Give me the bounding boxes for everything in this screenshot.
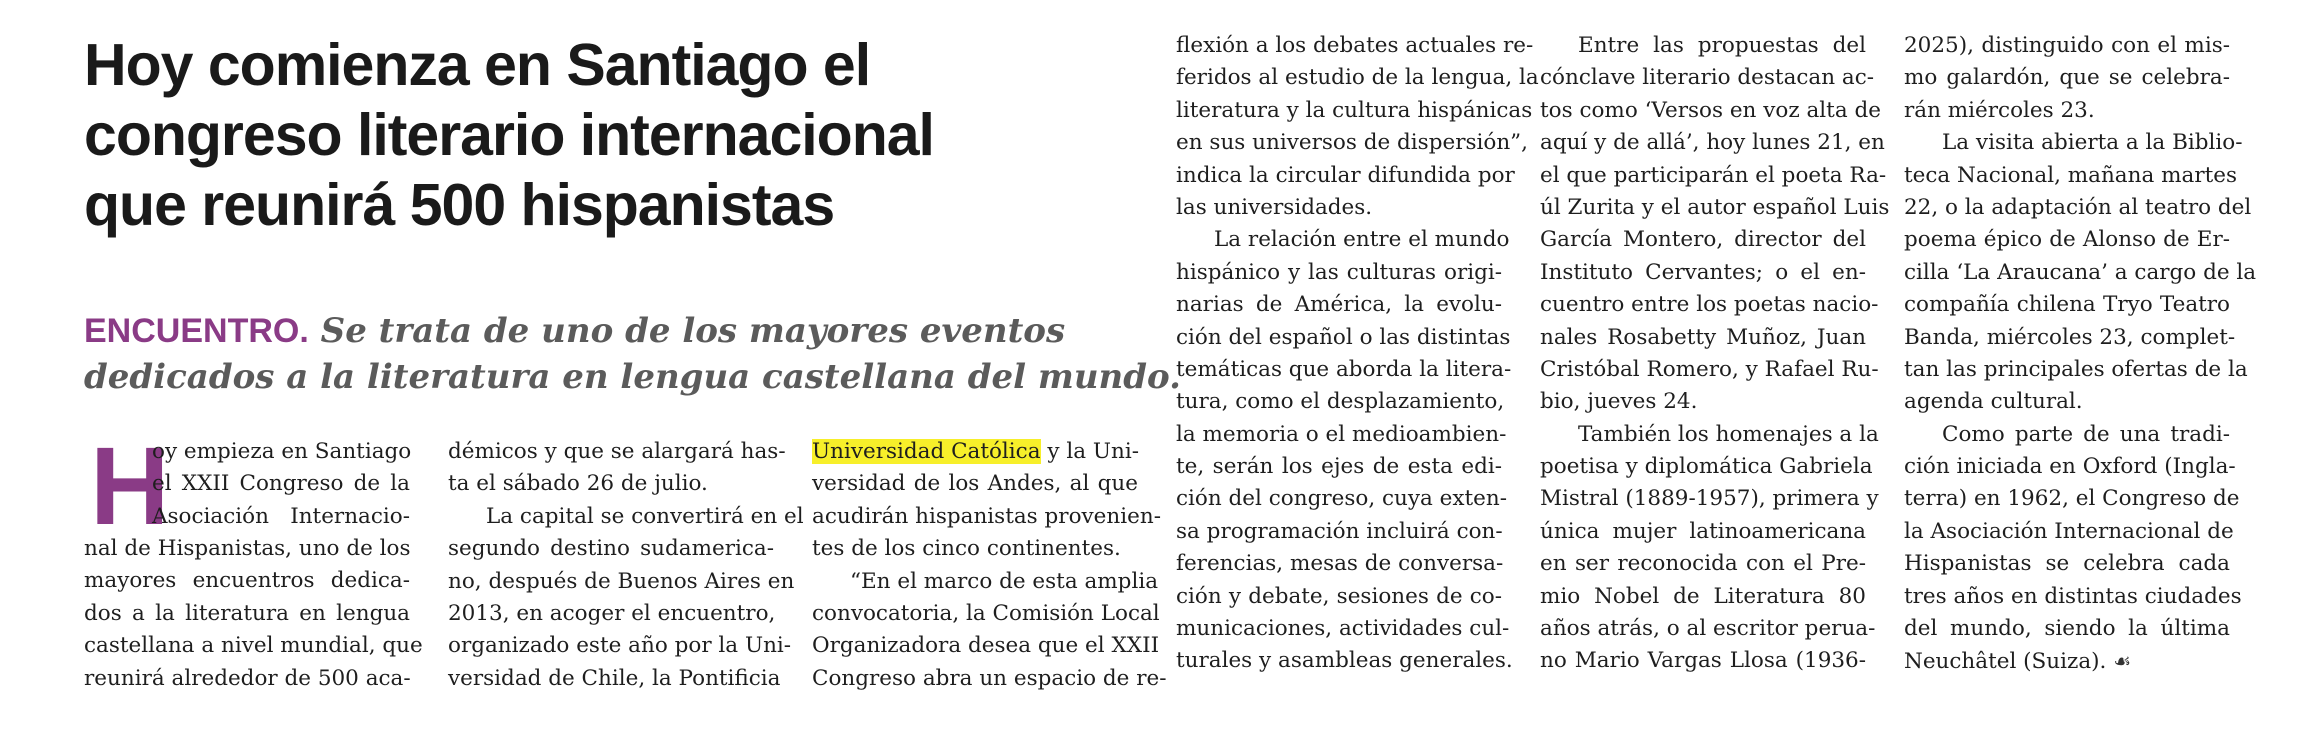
- article-line: aquí y de allá’, hoy lunes 21, en: [1540, 130, 1885, 156]
- article-line: teca Nacional, mañana martes: [1904, 162, 2238, 188]
- article-line: la memoria o el medioambien-: [1176, 421, 1507, 447]
- article-line: años atrás, o al escritor perua-: [1540, 616, 1876, 642]
- article-line: temáticas que aborda la litera-: [1176, 356, 1512, 382]
- article-line: en ser reconocida con el Pre-: [1540, 551, 1866, 577]
- article-line: ción del congreso, cuya exten-: [1176, 486, 1507, 512]
- article-line: ción y debate, sesiones de co-: [1176, 583, 1502, 609]
- article-column-4: [1176, 30, 1539, 678]
- article-line: castellana a nivel mundial, que: [84, 633, 423, 659]
- article-line: literatura y la cultura hispánicas: [1176, 97, 1533, 123]
- article-column-1: [152, 436, 410, 533]
- article-line: la Asociación Internacional de: [1904, 518, 2234, 544]
- article-line-rest: y la Uni-: [1040, 439, 1139, 464]
- article-line: ta el sábado 26 de julio.: [448, 471, 708, 497]
- article-line: el XXII Congreso de la: [152, 471, 410, 497]
- article-line: rán miércoles 23.: [1904, 97, 2095, 123]
- article-line: narias de América, la evolu-: [1176, 292, 1502, 318]
- article-line: mayores encuentros dedica-: [84, 568, 410, 594]
- article-line: feridos al estudio de la lengua, la: [1176, 65, 1539, 91]
- article-column-5: [1540, 30, 1890, 678]
- headline: [84, 30, 1164, 240]
- deck-kicker: ENCUENTRO.: [84, 312, 309, 350]
- article-line: dos a la literatura en lengua: [84, 600, 410, 626]
- drop-cap: H: [90, 425, 170, 548]
- headline-line-1: Hoy comienza en Santiago el: [84, 32, 871, 98]
- article-line: tos como ‘Versos en voz alta de: [1540, 97, 1881, 123]
- article-line: tres años en distintas ciudades: [1904, 583, 2242, 609]
- article-line: no Mario Vargas Llosa (1936-: [1540, 648, 1866, 674]
- article-column-6: [1904, 30, 2257, 678]
- article-line: cuentro entre los poetas nacio-: [1540, 292, 1879, 318]
- article-line: démicos y que se alargará has-: [448, 439, 786, 464]
- article-line: Congreso abra un espacio de re-: [812, 665, 1167, 691]
- article-line: Asociación Internacio-: [152, 503, 410, 529]
- article-line: el que participarán el poeta Ra-: [1540, 162, 1887, 188]
- article-line: ción del español o las distintas: [1176, 324, 1511, 350]
- deck-text-1: Se trata de uno de los mayores eventos: [320, 311, 1066, 351]
- article-line: sa programación incluirá con-: [1176, 518, 1503, 544]
- article-line: [1904, 645, 2230, 677]
- headline-line-3: que reunirá 500 hispanistas: [84, 172, 835, 238]
- article-column-3: [812, 436, 1167, 695]
- article-line: Entre las propuestas del: [1578, 33, 1866, 58]
- article-line: La capital se convertirá en el: [486, 503, 804, 529]
- article-line: flexión a los debates actuales re-: [1176, 33, 1534, 58]
- article-line: La visita abierta a la Biblio-: [1942, 130, 2243, 156]
- article-line: convocatoria, la Comisión Local: [812, 600, 1160, 626]
- article-line: Cristóbal Romero, y Rafael Ru-: [1540, 356, 1879, 382]
- article-line: acudirán hispanistas provenien-: [812, 503, 1161, 529]
- article-last-text: Neuchâtel (Suiza).: [1904, 649, 2107, 675]
- article-line: poetisa y diplomática Gabriela: [1540, 454, 1873, 480]
- deck: [84, 308, 1181, 400]
- article-line: poema épico de Alonso de Er-: [1904, 227, 2230, 253]
- article-line: segundo destino sudamerica-: [448, 536, 774, 562]
- article-line: ferencias, mesas de conversa-: [1176, 551, 1504, 577]
- article-line: También los homenajes a la: [1578, 421, 1879, 447]
- highlighted-text: Universidad Católica: [812, 439, 1041, 464]
- end-mark-icon: ☙: [2113, 649, 2132, 674]
- article-line: Organizadora desea que el XXII: [812, 633, 1160, 659]
- article-line: agenda cultural.: [1904, 389, 2083, 415]
- article-line: en sus universos de dispersión”,: [1176, 130, 1528, 156]
- article-line: mio Nobel de Literatura 80: [1540, 583, 1866, 609]
- article-line: 22, o la adaptación al teatro del: [1904, 194, 2252, 220]
- article-line: municaciones, actividades cul-: [1176, 616, 1510, 642]
- article-line: García Montero, director del: [1540, 227, 1866, 253]
- article-line: mo galardón, que se celebra-: [1904, 65, 2230, 91]
- headline-line-2: congreso literario internacional: [84, 102, 934, 168]
- article-line: tes de los cinco continentes.: [812, 536, 1121, 562]
- article-line: cilla ‘La Araucana’ a cargo de la: [1904, 259, 2257, 285]
- article-column-1-body: [84, 533, 423, 695]
- article-line: La relación entre el mundo: [1214, 227, 1510, 253]
- article-line: cónclave literario destacan ac-: [1540, 65, 1875, 91]
- article-line: compañía chilena Tryo Teatro: [1904, 292, 2230, 318]
- article-line: bio, jueves 24.: [1540, 389, 1698, 415]
- article-line: nales Rosabetty Muñoz, Juan: [1540, 324, 1866, 350]
- article-line: reunirá alrededor de 500 aca-: [84, 665, 411, 691]
- article-line: turales y asambleas generales.: [1176, 648, 1513, 674]
- article-line: tura, como el desplazamiento,: [1176, 389, 1505, 415]
- article-line: única mujer latinoamericana: [1540, 518, 1866, 544]
- article-line: versidad de Chile, la Pontificia: [448, 665, 781, 691]
- article-line: Hispanistas se celebra cada: [1904, 551, 2230, 577]
- article-line: hispánico y las culturas origi-: [1176, 259, 1502, 285]
- article-line: Instituto Cervantes; o el en-: [1540, 259, 1866, 285]
- article-line: las universidades.: [1176, 194, 1373, 220]
- article-line: nal de Hispanistas, uno de los: [84, 536, 411, 561]
- article-line: tan las principales ofertas de la: [1904, 356, 2248, 382]
- article-line: del mundo, siendo la última: [1904, 616, 2230, 642]
- article-line: terra) en 1962, el Congreso de: [1904, 486, 2240, 512]
- article-line: te, serán los ejes de esta edi-: [1176, 454, 1502, 480]
- article-line: [812, 436, 1138, 468]
- article-line: no, después de Buenos Aires en: [448, 568, 795, 594]
- article-line: Como parte de una tradi-: [1942, 421, 2230, 447]
- article-line: “En el marco de esta amplia: [850, 568, 1159, 594]
- article-line: úl Zurita y el autor español Luis: [1540, 194, 1890, 220]
- deck-line-2: dedicados a la literatura en lengua castellana del mundo.: [84, 357, 1181, 397]
- article-column-2: [448, 436, 804, 695]
- article-line: indica la circular difundida por: [1176, 162, 1515, 188]
- article-line: ción iniciada en Oxford (Ingla-: [1904, 454, 2236, 480]
- article-line: organizado este año por la Uni-: [448, 633, 792, 659]
- deck-line-1: [84, 308, 1164, 354]
- article-line: 2025), distinguido con el mis-: [1904, 33, 2230, 58]
- article-line: 2013, en acoger el encuentro,: [448, 600, 776, 626]
- article-line: Mistral (1889-1957), primera y: [1540, 486, 1879, 512]
- article-line: versidad de los Andes, al que: [812, 471, 1138, 497]
- article-line: oy empieza en Santiago: [152, 439, 412, 464]
- article-line: Banda, miércoles 23, complet-: [1904, 324, 2236, 350]
